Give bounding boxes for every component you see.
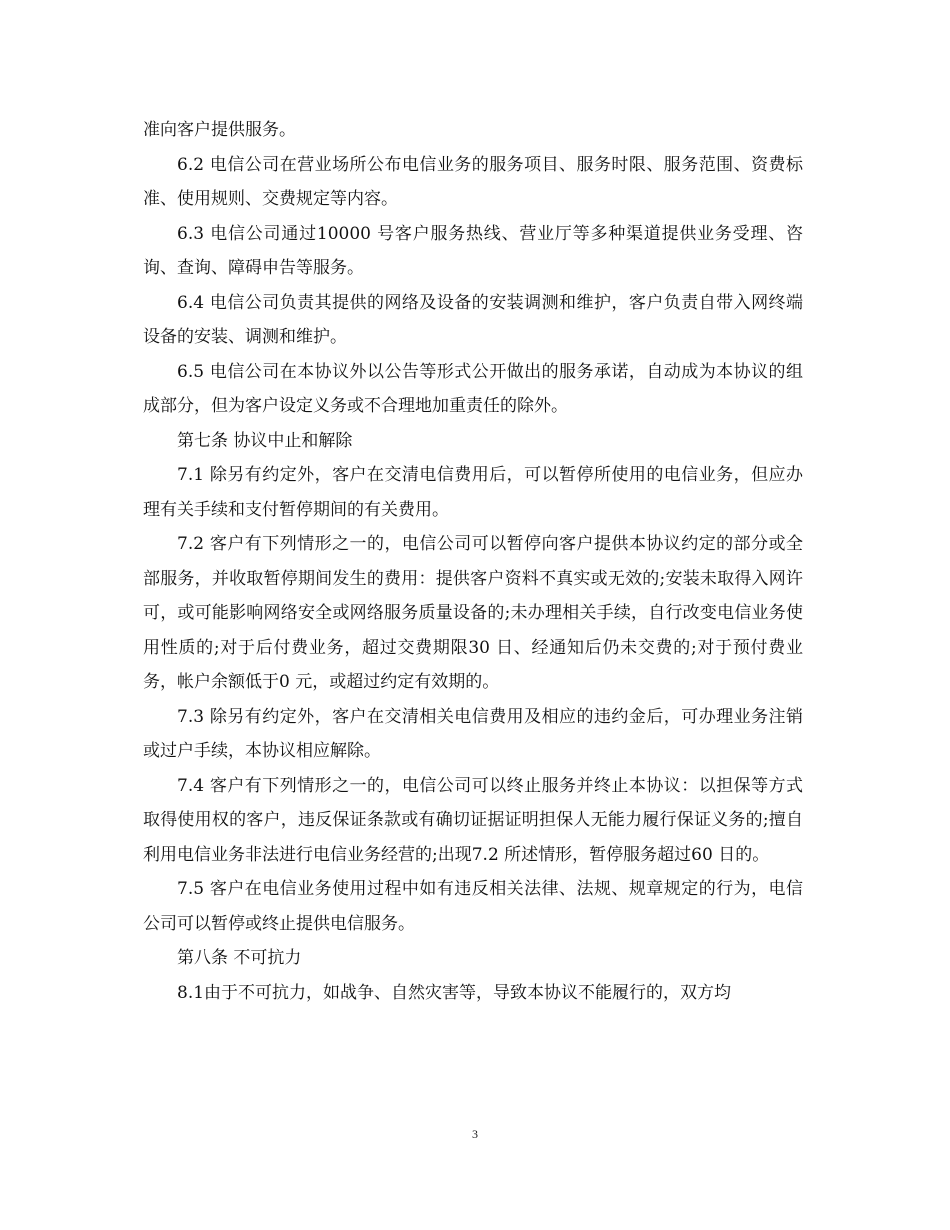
section-heading-article-8: 第八条 不可抗力: [177, 948, 302, 968]
paragraph-7-1: 7.1 除另有约定外，客户在交清电信费用后，可以暂停所使用的电信业务，但应办理有关手续和支付暂停期间的有关费用。: [143, 465, 803, 520]
paragraph-6-2: 6.2 电信公司在营业场所公布电信业务的服务项目、服务时限、服务范围、资费标准、使用规则、交费规定等内容。: [143, 154, 803, 209]
paragraph-7-3: 7.3 除另有约定外，客户在交清相关电信费用及相应的违约金后，可办理业务注销或过户手续，本协议相应解除。: [143, 706, 803, 761]
page-number: 3: [472, 1127, 478, 1141]
paragraph-continuation: 准向客户提供服务。: [143, 120, 296, 140]
paragraph-7-2: 7.2 客户有下列情形之一的，电信公司可以暂停向客户提供本协议约定的部分或全部服务，并收取暂停期间发生的费用：提供客户资料不真实或无效的;安装未取得入网许可，或可能影响网络安全或网络服务质量设备的;未办理相关手续，自行改变电信业务使用性质的;对于后付费业务，超过交费期限30 日、经通知后仍未交费的;对于预付费业务，帐户余额低于0 元，或超过约定有效期的。: [143, 534, 803, 692]
paragraph-6-3: 6.3 电信公司通过10000 号客户服务热线、营业厅等多种渠道提供业务受理、咨询、查询、障碍申告等服务。: [143, 223, 803, 278]
paragraph-8-1: 8.1由于不可抗力，如战争、自然灾害等，导致本协议不能履行的，双方均: [177, 982, 732, 1003]
paragraph-7-5: 7.5 客户在电信业务使用过程中如有违反相关法律、法规、规章规定的行为，电信公司可以暂停或终止提供电信服务。: [143, 879, 803, 934]
paragraph-7-4: 7.4 客户有下列情形之一的，电信公司可以终止服务并终止本协议：以担保等方式取得使用权的客户，违反保证条款或有确切证据证明担保人无能力履行保证义务的;擅自利用电信业务非法进行电信业务经营的;出现7.2 所述情形，暂停服务超过60 日的。: [143, 775, 803, 865]
paragraph-6-5: 6.5 电信公司在本协议外以公告等形式公开做出的服务承诺，自动成为本协议的组成部分，但为客户设定义务或不合理地加重责任的除外。: [143, 361, 803, 416]
section-heading-article-7: 第七条 协议中止和解除: [177, 430, 353, 451]
document-body: [143, 113, 803, 1010]
paragraph-6-4: 6.4 电信公司负责其提供的网络及设备的安装调测和维护，客户负责自带入网终端设备的安装、调测和维护。: [143, 292, 803, 347]
